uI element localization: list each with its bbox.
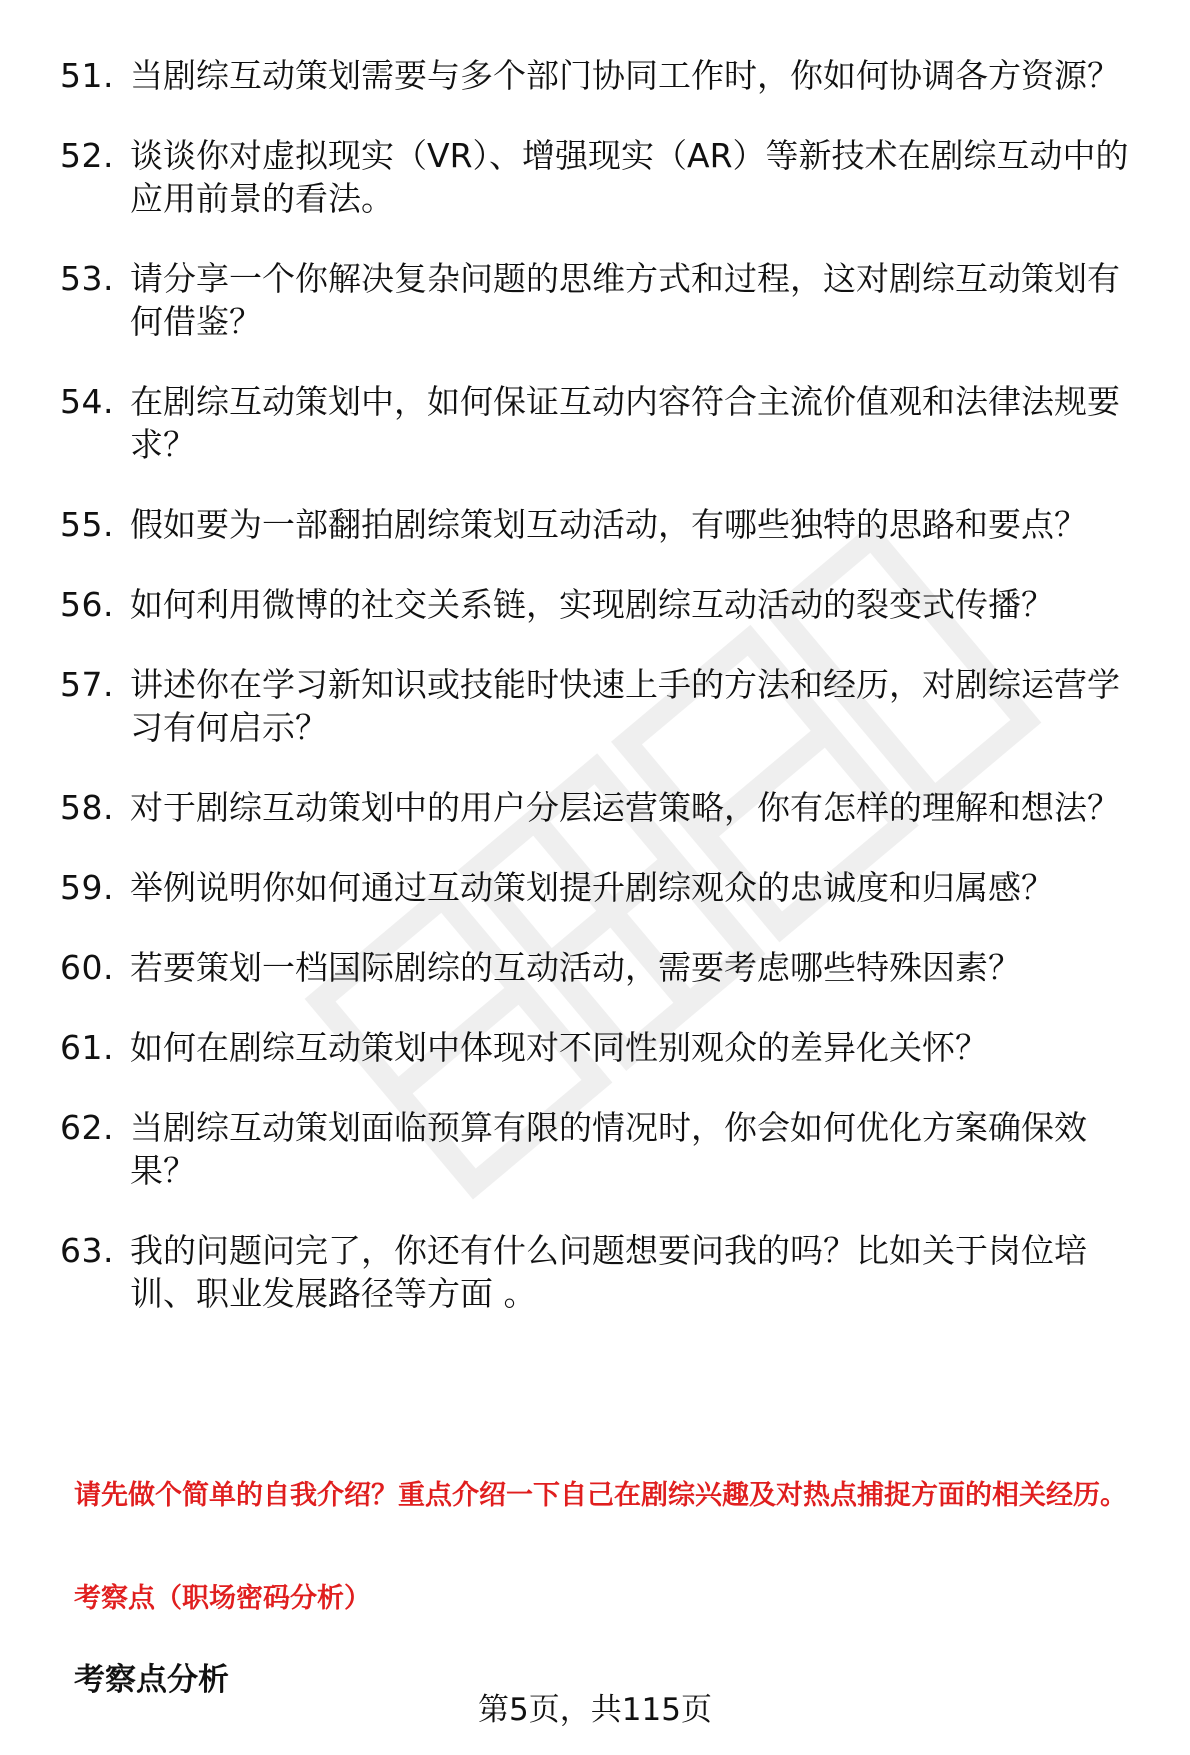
- question-text: 如何在剧综互动策划中体现对不同性别观众的差异化关怀？: [130, 1028, 988, 1067]
- question-number: 60.: [60, 948, 114, 987]
- question-item: [60, 663, 1150, 749]
- question-number: 57.: [60, 665, 114, 704]
- page-footer: 第5页，共115页: [478, 1692, 712, 1728]
- question-number: 54.: [60, 382, 114, 421]
- question-text: 若要策划一档国际剧综的互动活动，需要考虑哪些特殊因素？: [130, 948, 1021, 987]
- question-text: 我的问题问完了，你还有什么问题想要问我的吗？比如关于岗位培训、职业发展路径等方面 。: [130, 1231, 1087, 1313]
- question-item: [60, 583, 1150, 626]
- question-item: [60, 866, 1150, 909]
- question-item: [60, 503, 1150, 546]
- question-text: 谈谈你对虚拟现实（VR）、增强现实（AR）等新技术在剧综互动中的应用前景的看法。: [130, 136, 1129, 218]
- question-number: 58.: [60, 788, 114, 827]
- question-text: 在剧综互动策划中，如何保证互动内容符合主流价值观和法律法规要求？: [130, 382, 1120, 464]
- question-item: [60, 54, 1150, 97]
- question-item: [60, 786, 1150, 829]
- question-item: [60, 1229, 1150, 1315]
- question-list: [60, 54, 1150, 1352]
- question-number: 59.: [60, 868, 114, 907]
- question-number: 61.: [60, 1028, 114, 1067]
- question-item: [60, 134, 1150, 220]
- question-item: [60, 1106, 1150, 1192]
- question-text: 讲述你在学习新知识或技能时快速上手的方法和经历，对剧综运营学习有何启示？: [130, 665, 1120, 747]
- question-number: 62.: [60, 1108, 114, 1147]
- intro-question-heading: 请先做个简单的自我介绍？重点介绍一下自己在剧综兴趣及对热点捕捉方面的相关经历。: [74, 1480, 1127, 1511]
- question-number: 53.: [60, 259, 114, 298]
- question-item: [60, 380, 1150, 466]
- question-text: 对于剧综互动策划中的用户分层运营策略，你有怎样的理解和想法？: [130, 788, 1120, 827]
- question-text: 当剧综互动策划面临预算有限的情况时，你会如何优化方案确保效果？: [130, 1108, 1087, 1190]
- question-number: 55.: [60, 505, 114, 544]
- question-item: [60, 257, 1150, 343]
- question-text: 如何利用微博的社交关系链，实现剧综互动活动的裂变式传播？: [130, 585, 1054, 624]
- question-item: [60, 946, 1150, 989]
- question-text: 请分享一个你解决复杂问题的思维方式和过程，这对剧综互动策划有何借鉴？: [130, 259, 1120, 341]
- question-number: 63.: [60, 1231, 114, 1270]
- question-number: 52.: [60, 136, 114, 175]
- question-text: 举例说明你如何通过互动策划提升剧综观众的忠诚度和归属感？: [130, 868, 1054, 907]
- analysis-heading: 考察点分析: [74, 1662, 229, 1698]
- question-text: 当剧综互动策划需要与多个部门协同工作时，你如何协调各方资源？: [130, 56, 1120, 95]
- question-number: 51.: [60, 56, 114, 95]
- question-number: 56.: [60, 585, 114, 624]
- evaluation-points-heading: 考察点（职场密码分析）: [74, 1583, 371, 1614]
- question-text: 假如要为一部翻拍剧综策划互动活动，有哪些独特的思路和要点？: [130, 505, 1087, 544]
- question-item: [60, 1026, 1150, 1069]
